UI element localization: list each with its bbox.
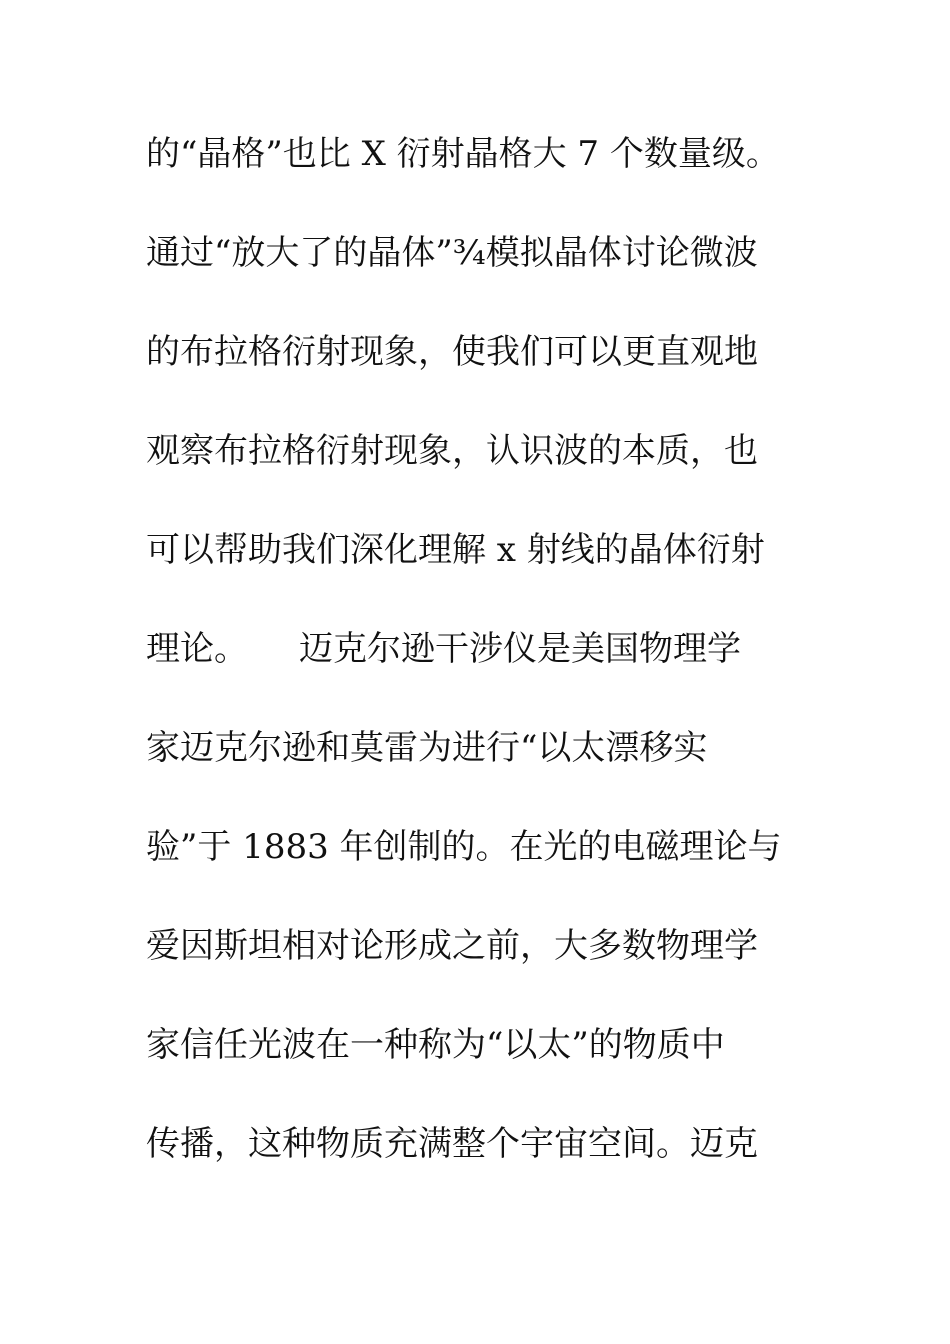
body-text <box>146 118 826 1207</box>
text-line-2: 通过“放大了的晶体”¾模拟晶体讨论微波 <box>146 233 758 273</box>
text-line-6: 理论。 迈克尔逊干涉仪是美国物理学 <box>146 629 741 669</box>
text-line-7: 家迈克尔逊和莫雷为进行“以太漂移实 <box>146 728 708 768</box>
text-line-8: 验”于 1883 年创制的。在光的电磁理论与 <box>146 827 782 867</box>
text-line-3: 的布拉格衍射现象，使我们可以更直观地 <box>146 332 758 372</box>
text-line-5: 可以帮助我们深化理解 x 射线的晶体衍射 <box>146 530 765 570</box>
text-line-1: 的“晶格”也比 X 衍射晶格大 7 个数量级。 <box>146 134 780 174</box>
text-line-10: 家信任光波在一种称为“以太”的物质中 <box>146 1025 725 1065</box>
text-line-4: 观察布拉格衍射现象，认识波的本质，也 <box>146 431 758 471</box>
text-line-11: 传播，这种物质充满整个宇宙空间。迈克 <box>146 1124 758 1164</box>
text-line-9: 爱因斯坦相对论形成之前，大多数物理学 <box>146 926 758 966</box>
